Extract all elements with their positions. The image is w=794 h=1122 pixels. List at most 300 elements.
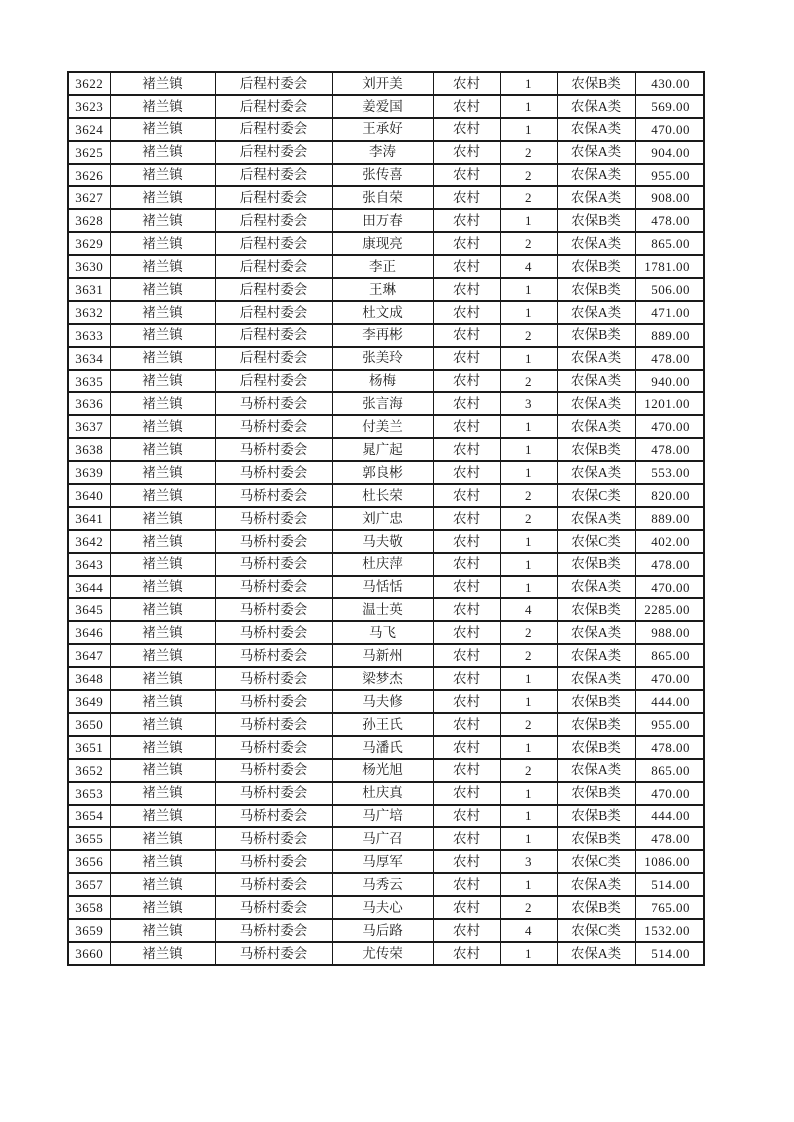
- cell-person-name: 马夫修: [332, 690, 433, 713]
- cell-town: 褚兰镇: [110, 324, 215, 347]
- cell-amount: 2285.00: [635, 598, 704, 621]
- cell-sequence-number: 3655: [68, 827, 110, 850]
- cell-village-committee: 马桥村委会: [215, 896, 332, 919]
- cell-person-count: 1: [500, 873, 557, 896]
- cell-town: 褚兰镇: [110, 553, 215, 576]
- cell-person-count: 2: [500, 370, 557, 393]
- cell-village-committee: 后程村委会: [215, 370, 332, 393]
- cell-person-count: 2: [500, 232, 557, 255]
- cell-person-count: 2: [500, 507, 557, 530]
- cell-sequence-number: 3634: [68, 347, 110, 370]
- cell-residence-type: 农村: [433, 667, 500, 690]
- cell-town: 褚兰镇: [110, 873, 215, 896]
- cell-village-committee: 马桥村委会: [215, 782, 332, 805]
- cell-village-committee: 后程村委会: [215, 209, 332, 232]
- cell-sequence-number: 3654: [68, 805, 110, 828]
- cell-insurance-plan: 农保C类: [557, 530, 635, 553]
- cell-town: 褚兰镇: [110, 667, 215, 690]
- cell-town: 褚兰镇: [110, 347, 215, 370]
- cell-person-name: 尤传荣: [332, 942, 433, 965]
- cell-person-count: 1: [500, 553, 557, 576]
- cell-person-name: 杜长荣: [332, 484, 433, 507]
- cell-town: 褚兰镇: [110, 827, 215, 850]
- cell-sequence-number: 3651: [68, 736, 110, 759]
- cell-sequence-number: 3630: [68, 255, 110, 278]
- cell-person-count: 1: [500, 301, 557, 324]
- cell-town: 褚兰镇: [110, 301, 215, 324]
- cell-sequence-number: 3622: [68, 72, 110, 95]
- cell-residence-type: 农村: [433, 164, 500, 187]
- table-row: [68, 209, 704, 232]
- cell-residence-type: 农村: [433, 232, 500, 255]
- cell-town: 褚兰镇: [110, 255, 215, 278]
- cell-residence-type: 农村: [433, 736, 500, 759]
- cell-person-count: 1: [500, 667, 557, 690]
- cell-person-count: 2: [500, 141, 557, 164]
- cell-person-name: 王承好: [332, 118, 433, 141]
- cell-village-committee: 马桥村委会: [215, 942, 332, 965]
- cell-person-name: 杜庆真: [332, 782, 433, 805]
- table-row: [68, 873, 704, 896]
- cell-person-name: 康现亮: [332, 232, 433, 255]
- cell-village-committee: 后程村委会: [215, 118, 332, 141]
- cell-person-name: 马新州: [332, 644, 433, 667]
- table-body: [68, 72, 704, 965]
- cell-town: 褚兰镇: [110, 942, 215, 965]
- cell-residence-type: 农村: [433, 827, 500, 850]
- cell-person-count: 1: [500, 209, 557, 232]
- cell-residence-type: 农村: [433, 896, 500, 919]
- cell-person-count: 1: [500, 530, 557, 553]
- cell-residence-type: 农村: [433, 644, 500, 667]
- table-row: [68, 942, 704, 965]
- cell-sequence-number: 3624: [68, 118, 110, 141]
- cell-amount: 765.00: [635, 896, 704, 919]
- cell-person-count: 1: [500, 72, 557, 95]
- cell-person-name: 杜文成: [332, 301, 433, 324]
- cell-person-name: 马秀云: [332, 873, 433, 896]
- cell-residence-type: 农村: [433, 415, 500, 438]
- cell-residence-type: 农村: [433, 370, 500, 393]
- cell-village-committee: 后程村委会: [215, 255, 332, 278]
- table-row: [68, 324, 704, 347]
- cell-person-name: 刘开美: [332, 72, 433, 95]
- cell-person-name: 马后路: [332, 919, 433, 942]
- cell-person-count: 1: [500, 782, 557, 805]
- cell-residence-type: 农村: [433, 324, 500, 347]
- cell-amount: 940.00: [635, 370, 704, 393]
- cell-sequence-number: 3644: [68, 576, 110, 599]
- cell-village-committee: 马桥村委会: [215, 576, 332, 599]
- table-row: [68, 461, 704, 484]
- cell-insurance-plan: 农保B类: [557, 553, 635, 576]
- cell-person-name: 孙王氏: [332, 713, 433, 736]
- cell-person-count: 1: [500, 736, 557, 759]
- cell-person-name: 马厚军: [332, 850, 433, 873]
- cell-village-committee: 马桥村委会: [215, 598, 332, 621]
- cell-town: 褚兰镇: [110, 461, 215, 484]
- cell-residence-type: 农村: [433, 209, 500, 232]
- cell-insurance-plan: 农保A类: [557, 415, 635, 438]
- cell-town: 褚兰镇: [110, 95, 215, 118]
- cell-person-name: 张传喜: [332, 164, 433, 187]
- cell-insurance-plan: 农保A类: [557, 301, 635, 324]
- cell-sequence-number: 3645: [68, 598, 110, 621]
- cell-sequence-number: 3656: [68, 850, 110, 873]
- cell-person-count: 2: [500, 759, 557, 782]
- cell-residence-type: 农村: [433, 255, 500, 278]
- table-row: [68, 553, 704, 576]
- cell-sequence-number: 3648: [68, 667, 110, 690]
- cell-amount: 471.00: [635, 301, 704, 324]
- cell-town: 褚兰镇: [110, 850, 215, 873]
- cell-sequence-number: 3660: [68, 942, 110, 965]
- cell-person-name: 马飞: [332, 621, 433, 644]
- cell-person-name: 马广培: [332, 805, 433, 828]
- cell-village-committee: 马桥村委会: [215, 919, 332, 942]
- cell-person-name: 张言海: [332, 392, 433, 415]
- cell-insurance-plan: 农保C类: [557, 484, 635, 507]
- cell-insurance-plan: 农保A类: [557, 118, 635, 141]
- cell-insurance-plan: 农保B类: [557, 278, 635, 301]
- cell-residence-type: 农村: [433, 942, 500, 965]
- cell-insurance-plan: 农保A类: [557, 95, 635, 118]
- table-row: [68, 805, 704, 828]
- table-row: [68, 827, 704, 850]
- cell-town: 褚兰镇: [110, 782, 215, 805]
- cell-insurance-plan: 农保A类: [557, 370, 635, 393]
- cell-person-count: 4: [500, 919, 557, 942]
- table-row: [68, 644, 704, 667]
- cell-town: 褚兰镇: [110, 370, 215, 393]
- cell-town: 褚兰镇: [110, 759, 215, 782]
- cell-residence-type: 农村: [433, 438, 500, 461]
- cell-village-committee: 马桥村委会: [215, 690, 332, 713]
- cell-town: 褚兰镇: [110, 621, 215, 644]
- cell-person-name: 杨光旭: [332, 759, 433, 782]
- cell-insurance-plan: 农保B类: [557, 598, 635, 621]
- cell-residence-type: 农村: [433, 598, 500, 621]
- table-row: [68, 919, 704, 942]
- cell-amount: 553.00: [635, 461, 704, 484]
- cell-town: 褚兰镇: [110, 438, 215, 461]
- cell-person-name: 郭良彬: [332, 461, 433, 484]
- cell-village-committee: 后程村委会: [215, 95, 332, 118]
- cell-village-committee: 马桥村委会: [215, 736, 332, 759]
- cell-amount: 478.00: [635, 553, 704, 576]
- cell-person-name: 李正: [332, 255, 433, 278]
- cell-amount: 514.00: [635, 873, 704, 896]
- cell-insurance-plan: 农保B类: [557, 438, 635, 461]
- cell-sequence-number: 3626: [68, 164, 110, 187]
- cell-amount: 820.00: [635, 484, 704, 507]
- cell-sequence-number: 3646: [68, 621, 110, 644]
- cell-insurance-plan: 农保B类: [557, 690, 635, 713]
- table-row: [68, 415, 704, 438]
- cell-town: 褚兰镇: [110, 278, 215, 301]
- cell-town: 褚兰镇: [110, 805, 215, 828]
- cell-person-count: 2: [500, 484, 557, 507]
- table-row: [68, 438, 704, 461]
- cell-sequence-number: 3632: [68, 301, 110, 324]
- cell-sequence-number: 3625: [68, 141, 110, 164]
- table-row: [68, 255, 704, 278]
- cell-town: 褚兰镇: [110, 713, 215, 736]
- cell-village-committee: 马桥村委会: [215, 392, 332, 415]
- table-row: [68, 484, 704, 507]
- cell-insurance-plan: 农保B类: [557, 209, 635, 232]
- cell-insurance-plan: 农保A类: [557, 576, 635, 599]
- cell-person-count: 2: [500, 621, 557, 644]
- cell-village-committee: 马桥村委会: [215, 713, 332, 736]
- cell-amount: 904.00: [635, 141, 704, 164]
- cell-residence-type: 农村: [433, 484, 500, 507]
- cell-village-committee: 马桥村委会: [215, 507, 332, 530]
- insurance-roster-table: [67, 71, 705, 966]
- cell-amount: 889.00: [635, 324, 704, 347]
- cell-town: 褚兰镇: [110, 690, 215, 713]
- table-row: [68, 576, 704, 599]
- cell-person-name: 李涛: [332, 141, 433, 164]
- cell-insurance-plan: 农保A类: [557, 644, 635, 667]
- table-row: [68, 118, 704, 141]
- table-row: [68, 896, 704, 919]
- cell-insurance-plan: 农保B类: [557, 896, 635, 919]
- cell-sequence-number: 3623: [68, 95, 110, 118]
- cell-village-committee: 马桥村委会: [215, 644, 332, 667]
- cell-residence-type: 农村: [433, 301, 500, 324]
- cell-residence-type: 农村: [433, 278, 500, 301]
- cell-person-count: 4: [500, 598, 557, 621]
- cell-town: 褚兰镇: [110, 484, 215, 507]
- cell-amount: 478.00: [635, 347, 704, 370]
- table-row: [68, 530, 704, 553]
- cell-residence-type: 农村: [433, 95, 500, 118]
- cell-amount: 478.00: [635, 209, 704, 232]
- cell-residence-type: 农村: [433, 621, 500, 644]
- cell-insurance-plan: 农保A类: [557, 347, 635, 370]
- table-row: [68, 141, 704, 164]
- cell-residence-type: 农村: [433, 553, 500, 576]
- cell-person-name: 杨梅: [332, 370, 433, 393]
- cell-residence-type: 农村: [433, 118, 500, 141]
- cell-sequence-number: 3659: [68, 919, 110, 942]
- cell-person-name: 杜庆萍: [332, 553, 433, 576]
- cell-residence-type: 农村: [433, 576, 500, 599]
- cell-residence-type: 农村: [433, 919, 500, 942]
- cell-person-count: 2: [500, 324, 557, 347]
- cell-person-count: 1: [500, 690, 557, 713]
- cell-residence-type: 农村: [433, 186, 500, 209]
- cell-person-count: 2: [500, 164, 557, 187]
- cell-amount: 955.00: [635, 164, 704, 187]
- cell-insurance-plan: 农保A类: [557, 942, 635, 965]
- cell-town: 褚兰镇: [110, 919, 215, 942]
- cell-village-committee: 后程村委会: [215, 324, 332, 347]
- table-row: [68, 759, 704, 782]
- cell-person-name: 马潘氏: [332, 736, 433, 759]
- cell-person-name: 马夫敬: [332, 530, 433, 553]
- table-row: [68, 186, 704, 209]
- cell-person-count: 1: [500, 438, 557, 461]
- cell-insurance-plan: 农保A类: [557, 461, 635, 484]
- cell-amount: 444.00: [635, 805, 704, 828]
- cell-town: 褚兰镇: [110, 209, 215, 232]
- cell-village-committee: 马桥村委会: [215, 415, 332, 438]
- cell-sequence-number: 3640: [68, 484, 110, 507]
- cell-sequence-number: 3649: [68, 690, 110, 713]
- cell-village-committee: 后程村委会: [215, 232, 332, 255]
- cell-insurance-plan: 农保A类: [557, 759, 635, 782]
- table-row: [68, 667, 704, 690]
- cell-insurance-plan: 农保A类: [557, 164, 635, 187]
- cell-amount: 470.00: [635, 782, 704, 805]
- cell-person-count: 2: [500, 896, 557, 919]
- cell-village-committee: 马桥村委会: [215, 805, 332, 828]
- cell-sequence-number: 3639: [68, 461, 110, 484]
- cell-insurance-plan: 农保B类: [557, 736, 635, 759]
- cell-town: 褚兰镇: [110, 392, 215, 415]
- cell-person-count: 4: [500, 255, 557, 278]
- cell-residence-type: 农村: [433, 72, 500, 95]
- cell-amount: 1086.00: [635, 850, 704, 873]
- cell-amount: 569.00: [635, 95, 704, 118]
- cell-sequence-number: 3652: [68, 759, 110, 782]
- table-row: [68, 370, 704, 393]
- table-row: [68, 598, 704, 621]
- cell-amount: 430.00: [635, 72, 704, 95]
- cell-person-name: 张自荣: [332, 186, 433, 209]
- cell-sequence-number: 3643: [68, 553, 110, 576]
- cell-residence-type: 农村: [433, 713, 500, 736]
- cell-sequence-number: 3653: [68, 782, 110, 805]
- cell-village-committee: 马桥村委会: [215, 553, 332, 576]
- cell-insurance-plan: 农保A类: [557, 873, 635, 896]
- cell-town: 褚兰镇: [110, 72, 215, 95]
- cell-village-committee: 后程村委会: [215, 347, 332, 370]
- cell-town: 褚兰镇: [110, 415, 215, 438]
- cell-person-name: 马广召: [332, 827, 433, 850]
- cell-person-name: 李再彬: [332, 324, 433, 347]
- cell-insurance-plan: 农保B类: [557, 805, 635, 828]
- cell-village-committee: 马桥村委会: [215, 759, 332, 782]
- table-row: [68, 621, 704, 644]
- cell-sequence-number: 3637: [68, 415, 110, 438]
- cell-sequence-number: 3631: [68, 278, 110, 301]
- cell-amount: 1201.00: [635, 392, 704, 415]
- table-row: [68, 392, 704, 415]
- cell-person-name: 马恬恬: [332, 576, 433, 599]
- cell-amount: 1781.00: [635, 255, 704, 278]
- cell-sequence-number: 3647: [68, 644, 110, 667]
- cell-sequence-number: 3642: [68, 530, 110, 553]
- cell-sequence-number: 3636: [68, 392, 110, 415]
- cell-person-count: 1: [500, 576, 557, 599]
- cell-village-committee: 马桥村委会: [215, 438, 332, 461]
- cell-person-count: 1: [500, 415, 557, 438]
- cell-person-name: 晁广起: [332, 438, 433, 461]
- cell-person-name: 付美兰: [332, 415, 433, 438]
- cell-village-committee: 马桥村委会: [215, 621, 332, 644]
- cell-amount: 470.00: [635, 576, 704, 599]
- cell-person-count: 1: [500, 95, 557, 118]
- cell-person-name: 王琳: [332, 278, 433, 301]
- cell-insurance-plan: 农保B类: [557, 255, 635, 278]
- cell-residence-type: 农村: [433, 850, 500, 873]
- cell-town: 褚兰镇: [110, 530, 215, 553]
- cell-residence-type: 农村: [433, 530, 500, 553]
- cell-insurance-plan: 农保A类: [557, 507, 635, 530]
- cell-residence-type: 农村: [433, 507, 500, 530]
- cell-village-committee: 后程村委会: [215, 164, 332, 187]
- cell-person-name: 马夫心: [332, 896, 433, 919]
- table-row: [68, 232, 704, 255]
- cell-person-count: 3: [500, 850, 557, 873]
- cell-town: 褚兰镇: [110, 598, 215, 621]
- cell-sequence-number: 3650: [68, 713, 110, 736]
- cell-residence-type: 农村: [433, 782, 500, 805]
- cell-town: 褚兰镇: [110, 118, 215, 141]
- cell-person-name: 田万春: [332, 209, 433, 232]
- cell-sequence-number: 3641: [68, 507, 110, 530]
- cell-person-count: 1: [500, 942, 557, 965]
- cell-town: 褚兰镇: [110, 507, 215, 530]
- cell-village-committee: 马桥村委会: [215, 667, 332, 690]
- cell-insurance-plan: 农保B类: [557, 713, 635, 736]
- cell-person-name: 刘广忠: [332, 507, 433, 530]
- cell-person-count: 1: [500, 461, 557, 484]
- cell-sequence-number: 3629: [68, 232, 110, 255]
- cell-town: 褚兰镇: [110, 576, 215, 599]
- cell-sequence-number: 3658: [68, 896, 110, 919]
- cell-insurance-plan: 农保B类: [557, 827, 635, 850]
- cell-sequence-number: 3633: [68, 324, 110, 347]
- cell-village-committee: 马桥村委会: [215, 873, 332, 896]
- table-row: [68, 736, 704, 759]
- cell-residence-type: 农村: [433, 461, 500, 484]
- cell-insurance-plan: 农保B类: [557, 324, 635, 347]
- cell-town: 褚兰镇: [110, 232, 215, 255]
- cell-insurance-plan: 农保B类: [557, 782, 635, 805]
- cell-amount: 865.00: [635, 644, 704, 667]
- cell-person-count: 1: [500, 827, 557, 850]
- cell-insurance-plan: 农保A类: [557, 141, 635, 164]
- cell-amount: 908.00: [635, 186, 704, 209]
- cell-person-name: 温士英: [332, 598, 433, 621]
- cell-sequence-number: 3628: [68, 209, 110, 232]
- cell-village-committee: 马桥村委会: [215, 484, 332, 507]
- cell-village-committee: 后程村委会: [215, 301, 332, 324]
- cell-insurance-plan: 农保A类: [557, 667, 635, 690]
- cell-village-committee: 后程村委会: [215, 141, 332, 164]
- cell-amount: 478.00: [635, 736, 704, 759]
- cell-insurance-plan: 农保C类: [557, 850, 635, 873]
- table-row: [68, 507, 704, 530]
- table-row: [68, 95, 704, 118]
- cell-insurance-plan: 农保A类: [557, 186, 635, 209]
- cell-sequence-number: 3627: [68, 186, 110, 209]
- table-row: [68, 164, 704, 187]
- cell-person-count: 3: [500, 392, 557, 415]
- cell-amount: 470.00: [635, 667, 704, 690]
- table-row: [68, 72, 704, 95]
- cell-amount: 444.00: [635, 690, 704, 713]
- cell-village-committee: 马桥村委会: [215, 461, 332, 484]
- cell-town: 褚兰镇: [110, 186, 215, 209]
- cell-amount: 478.00: [635, 827, 704, 850]
- cell-town: 褚兰镇: [110, 736, 215, 759]
- cell-amount: 865.00: [635, 232, 704, 255]
